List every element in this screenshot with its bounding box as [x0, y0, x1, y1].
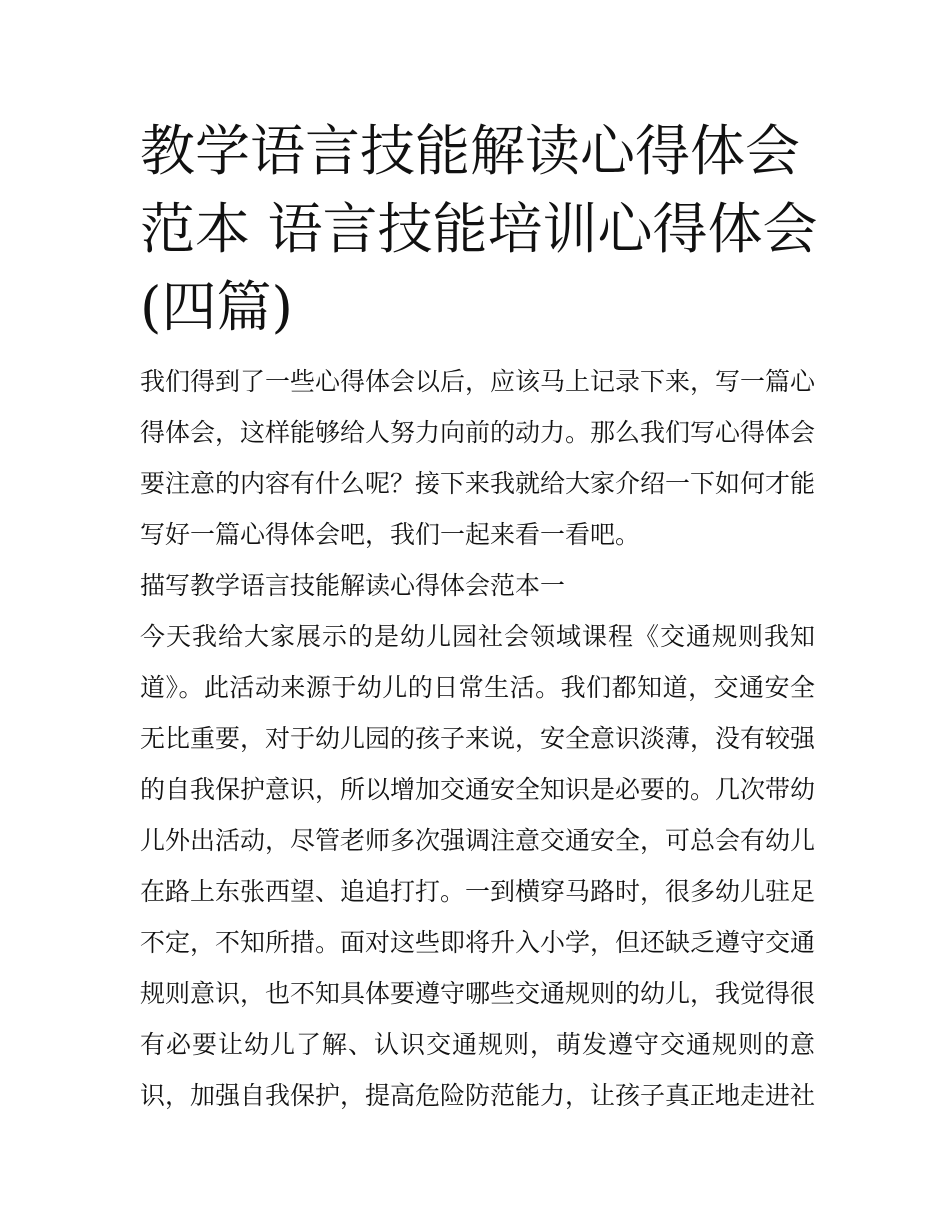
section-paragraph: 今天我给大家展示的是幼儿园社会领域课程《交通规则我知道》。此活动来源于幼儿的日常生活。我们都知道，交通安全无比重要，对于幼儿园的孩子来说，安全意识淡薄，没有较强的自我保护意识，所以增加交通安全知识是必要的。几次带幼儿外出活动，尽管老师多次强调注意交通安全，可总会有幼儿在路上东张西望、追追打打。一到横穿马路时，很多幼儿驻足不定，不知所措。面对这些即将升入小学，但还缺乏遵守交通规则意识，也不知具体要遵守哪些交通规则的幼儿，我觉得很有必要让幼儿了解、认识交通规则，萌发遵守交通规则的意识，加强自我保护，提高危险防范能力，让孩子真正地走进社: [140, 622, 816, 1110]
section-heading: 描写教学语言技能解读心得体会范本一: [140, 571, 566, 600]
intro-paragraph: 我们得到了一些心得体会以后，应该马上记录下来，写一篇心得体会，这样能够给人努力向前的动力。那么我们写心得体会要注意的内容有什么呢？接下来我就给大家介绍一下如何才能写好一篇心得体会吧，我们一起来看一看吧。: [140, 367, 816, 549]
document-body: [140, 356, 815, 1121]
document-title: 教学语言技能解读心得体会范本 语言技能培训心得体会(四篇): [140, 119, 818, 339]
